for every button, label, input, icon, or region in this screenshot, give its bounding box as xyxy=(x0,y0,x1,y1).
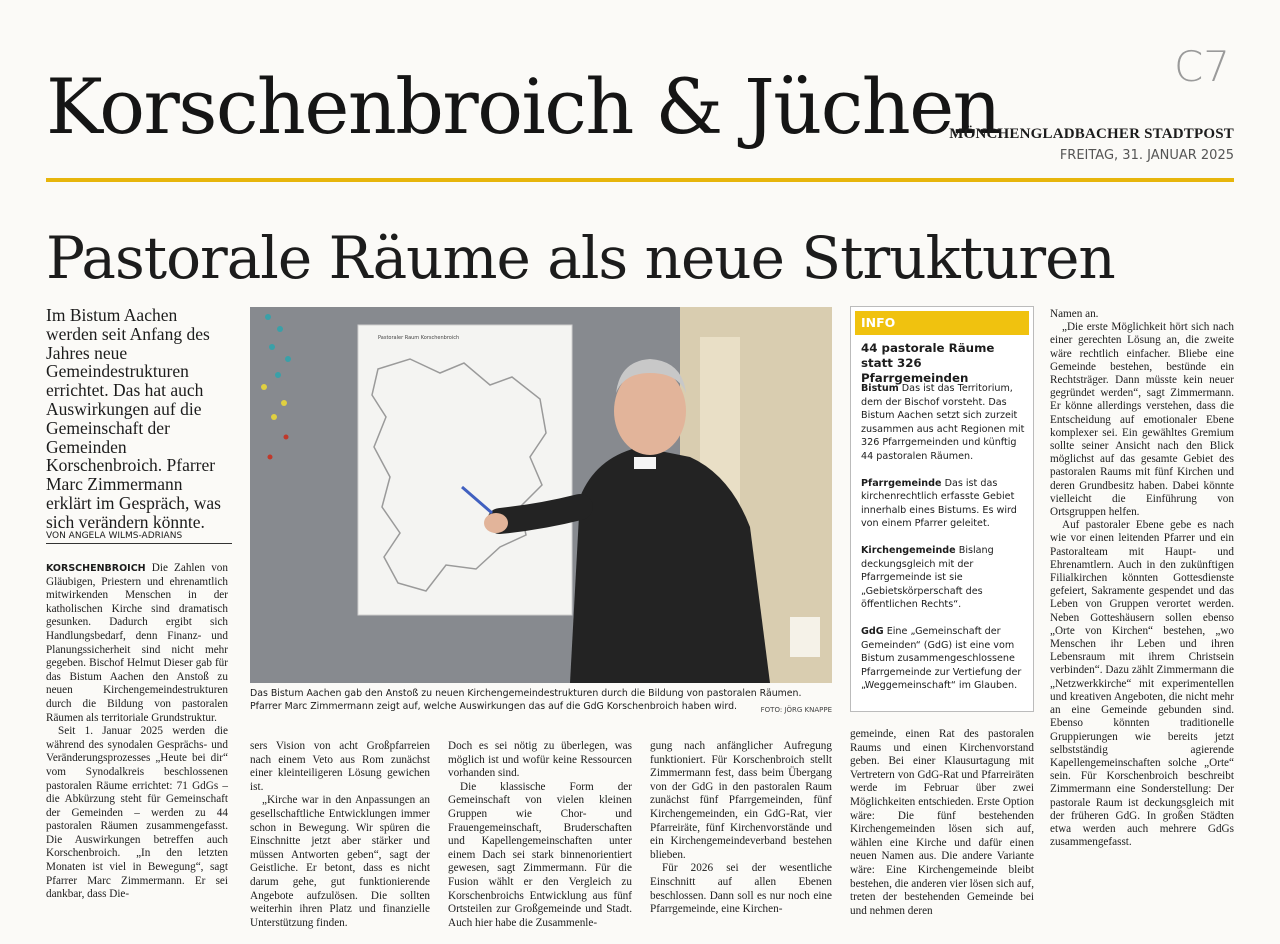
article-teaser: Im Bistum Aachen werden seit Anfang des Jahres neue Gemeindestrukturen errichtet. Das hat auch Auswirkungen auf die Gemeinschaft der Gemeinden Korschenbroich. Pfarrer Marc Zimmermann erklärt im Gespräch, was sich verändern könnte. xyxy=(46,305,221,532)
info-tag: INFO xyxy=(855,311,1029,335)
info-item xyxy=(861,625,1029,693)
article-column-1 xyxy=(46,562,228,902)
info-term: Kirchengemeinde xyxy=(861,544,956,556)
article-photo xyxy=(250,307,832,683)
info-heading: 44 pastorale Räume statt 326 Pfarrgemeinden xyxy=(861,341,995,385)
paragraph: Doch es sei nötig zu überlegen, was möglich ist und wofür keine Ressourcen vorhanden sind. xyxy=(448,740,632,780)
info-text: Das ist das Territorium, dem der Bischof vorsteht. Das Bistum Aachen setzt sich zurzeit zusammen aus acht Regionen mit 326 Pfarrgemeinden und künftig 44 pastoralen Räumen. xyxy=(861,383,1025,462)
info-text: Bislang deckungsgleich mit der Pfarrgemeinde ist sie „Gebietskörperschaft des öffentlichen Rechts“. xyxy=(861,544,994,611)
paragraph: Die klassische Form der Gemeinschaft von vielen kleinen Gruppen wie Chor- und Frauengemeinschaft, Bruderschaften und Kapellengemeinschaften unter einem Dach sei stark binnenorientiert gewesen, sagt Zimmermann. Für die Fusion wählt er den Vergleich zu Korschenbroichs Entwicklung aus fünf Ortsteilen zur Großgemeinde und Stadt. Auch hier habe die Zusammenle- xyxy=(448,780,632,929)
info-term: Bistum xyxy=(861,383,899,394)
issue-date: FREITAG, 31. JANUAR 2025 xyxy=(1059,148,1234,163)
article-headline: Pastorale Räume als neue Strukturen xyxy=(46,224,1115,292)
paragraph: Auf pastoraler Ebene gebe es nach wie vor einen leitenden Pfarrer und ein Pastoralteam mit Haupt- und Ehrenamtlern. Auch in den zukünftigen Filialkirchen könnten Gottesdienste gefeiert, Sakramente gespendet und das Leben von Gruppen verortet werden. Neben Gotteshäusern sollen ebenso „Orte von Kirchen“ bestehen, „wo Menschen ihr Leben und ihren Lebensraum mit ihrem Christsein verbinden“. Dazu zählt Zimmermann die „Netzwerkkirche“ mit experimentellen und kreativen Angeboten, die nicht mehr an eine Gemeinde gebunden sind. Ebenso könnten traditionelle Gruppierungen wie bereits jetzt selbstständig agierende Kapellengemeinschaften solche „Orte“ sein. Für Korschenbroich beschreibt Zimmermann eine Sonderstellung: Der pastorale Raum ist deckungsgleich mit der früheren GdG. In großen Städten etwa werden auch mehrere GdGs zusammengefasst. xyxy=(1050,519,1234,849)
dateline: KORSCHENBROICH xyxy=(46,563,146,574)
paragraph: gemeinde, einen Rat des pastoralen Raums und einen Kirchenvorstand geben. Bei einer Klausurtagung mit Vertretern von GdG-Rat und Pfarreiräten werde im Februar über zwei Möglichkeiten entschieden. Erste Option wäre: Die fünf bestehenden Kirchengemeinden lösen sich auf, wählen eine Kirche und dafür einen neuen Namen aus. Die andere Variante wäre: Eine Kirchengemeinde bleibt bestehen, die anderen vier lösen sich auf, treten der bestehenden Gemeinde bei und nehmen deren xyxy=(850,728,1034,917)
paragraph: Für 2026 sei der wesentliche Einschnitt auf allen Ebenen beschlossen. Dann soll es nur noch eine Pfarrgemeinde, eine Kirchen- xyxy=(650,862,832,916)
paragraph: „Kirche war in den Anpassungen an gesellschaftliche Entwicklungen immer schon in Bewegung. Wir spüren die Einschnitte jetzt aber stärker und müssen Antworten geben“, sagt der Geistliche. Er betont, dass es nicht darum gehe, gut funktionierende Angebote aufzulösen. Die sollten weiterhin ihren Platz und finanzielle Unterstützung finden. xyxy=(250,794,430,929)
info-text: Eine „Gemeinschaft der Gemeinden“ (GdG) ist eine vom Bistum zusammengeschlossene Pfarrgemeinde zur Vertiefung der „Weggemeinschaft“ im Glauben. xyxy=(861,625,1022,692)
photo-caption xyxy=(250,688,832,716)
section-title: Korschenbroich & Jüchen xyxy=(46,62,1001,151)
info-item xyxy=(861,382,1029,464)
photo-illustration xyxy=(250,307,832,683)
byline: VON ANGELA WILMS-ADRIANS xyxy=(46,531,232,544)
page-number: C7 xyxy=(1173,42,1230,91)
caption-text: Das Bistum Aachen gab den Anstoß zu neuen Kirchengemeindestrukturen durch die Bildung von pastoralen Räumen. Pfarrer Marc Zimmermann zeigt auf, welche Auswirkungen das auf die GdG Korschenbroich haben wird. xyxy=(250,688,802,712)
article-column-5 xyxy=(850,728,1034,918)
paragraph: „Die erste Möglichkeit hört sich nach einer gerechten Lösung an, die zweite wäre rechtlich einfacher. Bliebe eine Gemeinde bestehen, bestünde ein Rechtsträger. Dann müsste kein neuer gegründet werden“, sagt Zimmermann. Er könne allerdings verstehen, dass die Entscheidung auf emotionaler Ebene komplexer sei. Ein gewähltes Gremium sollte seiner Ansicht nach den Blick möglichst auf das gesamte Gebiet des pastoralen Raums mit fünf Kirchen und deren Grundbesitz haben. Dabei könnte vielleicht die Einführung von Ortsgruppen helfen. xyxy=(1050,321,1234,519)
paragraph: Namen an. xyxy=(1050,308,1099,320)
article-column-3 xyxy=(448,740,632,930)
article-column-6 xyxy=(1050,308,1234,849)
paragraph: gung nach anfänglicher Aufregung funktioniert. Für Korschenbroich stellt Zimmermann fest, dass beim Übergang von der GdG in den pastoralen Raum zunächst fünf Pfarrgemeinden, fünf Kirchengemeinden, ein GdG-Rat, vier Pfarreiräte, fünf Kirchenvorstände und ein Kirchengemeindeverband bestehen blieben. xyxy=(650,740,832,861)
info-box xyxy=(850,306,1034,712)
info-text: Das ist das kirchenrechtlich erfasste Gebiet innerhalb eines Bistums. Es wird von einem Pfarrer geleitet. xyxy=(861,477,1017,530)
article-column-4 xyxy=(650,740,832,917)
info-term: GdG xyxy=(861,625,884,637)
paragraph: sers Vision von acht Großpfarreien nach einem Veto aus Rom zunächst einer kleinteiligeren Lösung gewichen ist. xyxy=(250,740,430,793)
info-item xyxy=(861,477,1029,531)
header-rule xyxy=(46,178,1234,182)
newspaper-name: MÖNCHENGLADBACHER STADTPOST xyxy=(949,126,1234,142)
info-term: Pfarrgemeinde xyxy=(861,477,942,489)
info-item xyxy=(861,544,1029,612)
photo-credit: FOTO: JÖRG KNAPPE xyxy=(760,705,832,714)
article-column-2 xyxy=(250,740,430,930)
paragraph: Seit 1. Januar 2025 werden die während des synodalen Gesprächs- und Veränderungsprozesses „Heute bei dir“ vom Synodalkreis beschlossenen pastoralen Räume errichtet: 71 GdGs – die Abkürzung steht für Gemeinschaft der Gemeinden – werden zu 44 pastoralen Räumen zusammengefasst. Die Auswirkungen betreffen auch Korschenbroich. „In den letzten Monaten ist viel in Bewegung“, sagt Pfarrer Marc Zimmermann. Er sei dankbar, dass Die- xyxy=(46,725,228,901)
paragraph: Die Zahlen von Gläubigen, Priestern und ehrenamtlich mitwirkenden Menschen in der katholischen Kirche sind dramatisch gesunken. Dadurch ergibt sich Handlungsbedarf, denn Finanz- und Planungssicherheit sind nicht mehr gegeben. Bischof Helmut Dieser gab für das Bistum Aachen den Anstoß zu neuen Kirchengemeindestrukturen durch die Bildung von pastoralen Räumen als territoriale Grundstruktur. xyxy=(46,562,228,724)
map-title: Pastoraler Raum Korschenbroich xyxy=(378,335,460,341)
info-body xyxy=(861,382,1029,706)
